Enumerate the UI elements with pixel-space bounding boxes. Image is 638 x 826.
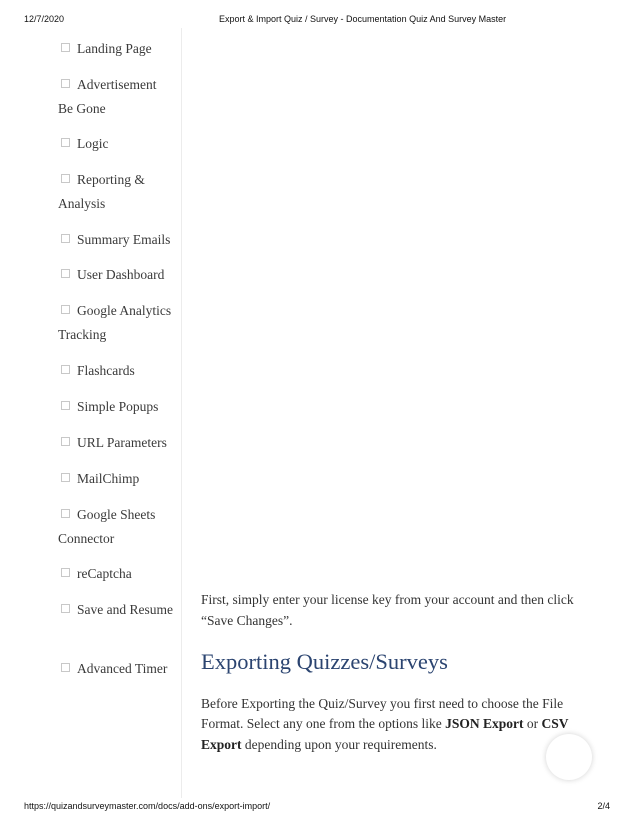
- checkbox-icon: [61, 79, 70, 88]
- checkbox-icon: [61, 305, 70, 314]
- sidebar-item-simple-popups[interactable]: [58, 395, 174, 419]
- sidebar-item-label: Advertisement Be Gone: [58, 77, 157, 116]
- checkbox-icon: [61, 437, 70, 446]
- sidebar-item-url-parameters[interactable]: [58, 431, 174, 455]
- print-url: https://quizandsurveymaster.com/docs/add-ons/export-import/: [24, 801, 271, 811]
- sidebar-item-label: Advanced Timer: [77, 661, 168, 676]
- sidebar-item-logic[interactable]: [58, 132, 174, 156]
- checkbox-icon: [61, 365, 70, 374]
- checkbox-icon: [61, 138, 70, 147]
- license-key-instruction: First, simply enter your license key from your account and then click “Save Changes”.: [201, 592, 574, 628]
- sidebar-item-reporting-analysis[interactable]: [58, 168, 174, 215]
- sidebar-item-save-and-resume[interactable]: [58, 598, 174, 622]
- checkbox-icon: [61, 174, 70, 183]
- checkbox-icon: [61, 473, 70, 482]
- checkbox-icon: [61, 663, 70, 672]
- requirements-text: depending upon your requirements.: [241, 737, 437, 753]
- sidebar-item-label: Save and Resume: [77, 602, 173, 617]
- sidebar-item-label: Landing Page: [77, 41, 152, 56]
- file-format-text: Before Exporting the Quiz/Survey you first need to choose the File Format. Select any one from the options like: [201, 695, 564, 732]
- file-format-paragraph: [201, 694, 606, 756]
- sidebar-item-label: Reporting & Analysis: [58, 172, 145, 211]
- sidebar-item-label: Google Analytics Tracking: [58, 303, 172, 342]
- print-footer: [0, 801, 638, 815]
- article-content: [201, 590, 606, 756]
- section-heading: Exporting Quizzes/Surveys: [201, 648, 448, 674]
- sidebar-item-user-dashboard[interactable]: [58, 263, 174, 287]
- sidebar-item-label: Simple Popups: [77, 399, 159, 414]
- sidebar-item-recaptcha[interactable]: [58, 562, 174, 586]
- print-header: [0, 14, 638, 28]
- sidebar-item-label: User Dashboard: [77, 267, 165, 282]
- print-date: 12/7/2020: [24, 14, 65, 24]
- sidebar-item-summary-emails[interactable]: [58, 228, 174, 252]
- page-number: 2/4: [597, 801, 610, 811]
- sidebar-item-label: Logic: [77, 136, 109, 151]
- checkbox-icon: [61, 568, 70, 577]
- docs-sidebar: [0, 28, 182, 798]
- sidebar-item-label: Google Sheets Connector: [58, 507, 156, 546]
- checkbox-icon: [61, 509, 70, 518]
- print-title: Export & Import Quiz / Survey - Documentation Quiz And Survey Master: [219, 14, 507, 24]
- checkbox-icon: [61, 604, 70, 613]
- csv-export-label: CSV Export: [201, 716, 569, 753]
- sidebar-item-label: Flashcards: [77, 363, 135, 378]
- sidebar-item-label: Summary Emails: [77, 232, 171, 247]
- sidebar-item-mailchimp[interactable]: [58, 467, 174, 491]
- checkbox-icon: [61, 401, 70, 410]
- sidebar-item-label: MailChimp: [77, 471, 140, 486]
- or-text: or: [523, 716, 542, 732]
- sidebar-item-google-analytics-tracking[interactable]: [58, 299, 174, 346]
- sidebar-item-label: reCaptcha: [77, 566, 132, 581]
- checkbox-icon: [61, 234, 70, 243]
- checkbox-icon: [61, 43, 70, 52]
- sidebar-item-landing-page[interactable]: [58, 37, 174, 61]
- json-export-label: JSON Export: [445, 716, 524, 732]
- sidebar-item-advanced-timer[interactable]: [58, 657, 174, 681]
- floating-action-button[interactable]: [546, 734, 592, 780]
- checkbox-icon: [61, 269, 70, 278]
- sidebar-item-google-sheets-connector[interactable]: [58, 503, 174, 550]
- sidebar-item-advertisement-be-gone[interactable]: [58, 73, 174, 120]
- sidebar-item-label: URL Parameters: [77, 435, 167, 450]
- sidebar-item-flashcards[interactable]: [58, 359, 174, 383]
